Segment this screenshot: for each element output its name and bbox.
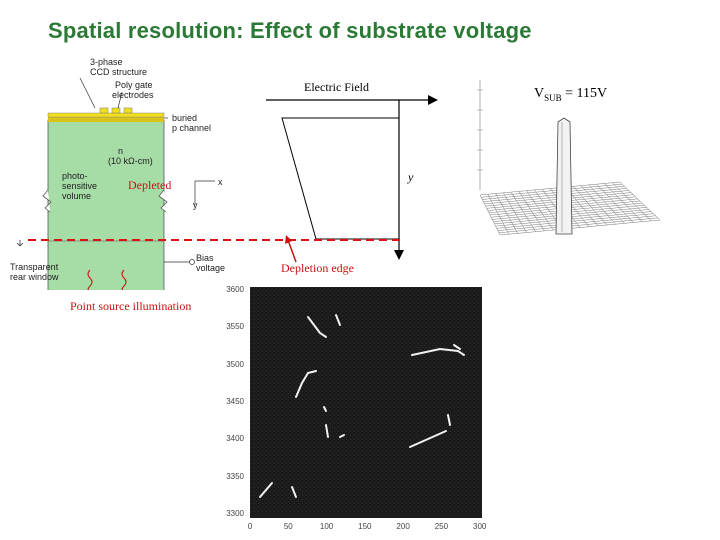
cosmic-ray-tracks bbox=[250, 287, 482, 518]
label-bias: Bias bbox=[196, 253, 214, 263]
label-sensitive: sensitive bbox=[62, 181, 98, 191]
label-volume: volume bbox=[62, 191, 92, 201]
label-x-axis: x bbox=[218, 177, 223, 187]
psf-peak bbox=[556, 118, 572, 234]
mesh-line bbox=[597, 184, 634, 222]
psf-surface-plot bbox=[460, 70, 680, 290]
depletion-edge-label: Depletion edge bbox=[281, 261, 354, 275]
vsub-prefix: V bbox=[534, 86, 545, 101]
image-x-tick-label: 300 bbox=[472, 522, 487, 531]
point-source-label: Point source illumination bbox=[70, 299, 192, 313]
label-transparent: Transparent bbox=[10, 262, 59, 272]
gate-layer bbox=[48, 113, 164, 117]
image-x-tick-label: 150 bbox=[358, 522, 372, 531]
mesh-line bbox=[581, 186, 615, 225]
image-x-tick-label: 0 bbox=[247, 522, 253, 531]
bias-terminal bbox=[190, 260, 195, 265]
image-x-tick-label: 100 bbox=[319, 522, 334, 531]
vsub-subscript: SUB bbox=[544, 92, 562, 103]
label-p-channel: p channel bbox=[172, 123, 212, 133]
y-label: y bbox=[408, 170, 414, 184]
mesh-line bbox=[612, 183, 651, 221]
label-rear-window: rear window bbox=[10, 272, 59, 282]
image-y-tick-label: 3550 bbox=[226, 322, 244, 332]
slide-title: Spatial resolution: Effect of substrate voltage bbox=[48, 18, 532, 43]
image-x-tick-label: 250 bbox=[434, 522, 449, 531]
photosensitive-volume bbox=[48, 120, 164, 290]
electric-field-label: Electric Field bbox=[304, 80, 369, 94]
image-background-noise bbox=[250, 287, 482, 518]
label-photo: photo- bbox=[62, 171, 88, 181]
field-y-arrowhead bbox=[394, 250, 404, 260]
image-y-tick-label: 3450 bbox=[226, 397, 244, 406]
image-x-axis bbox=[247, 520, 487, 534]
mesh-line bbox=[573, 186, 606, 225]
label-n: n bbox=[118, 146, 124, 156]
label-voltage: voltage bbox=[196, 263, 226, 273]
depleted-label: Depleted bbox=[128, 178, 172, 192]
label-resistivity: (10 kΩ-cm) bbox=[108, 156, 153, 166]
image-y-tick-label: 3600 bbox=[226, 285, 244, 294]
label-buried: buried bbox=[172, 113, 198, 123]
ccd-cosmic-ray-image bbox=[250, 287, 482, 518]
image-y-tick-label: 3300 bbox=[226, 509, 244, 518]
image-y-axis bbox=[218, 287, 248, 518]
electrode-1 bbox=[100, 108, 108, 113]
label-y-axis: y bbox=[193, 200, 198, 210]
label-ccd-structure: CCD structure bbox=[90, 67, 148, 77]
depletion-edge-arrow bbox=[282, 234, 302, 264]
mesh-line bbox=[589, 185, 625, 223]
electrode-2 bbox=[112, 108, 120, 113]
vsub-value: = 115V bbox=[561, 86, 608, 101]
field-profile bbox=[282, 118, 399, 239]
depletion-boundary-line bbox=[0, 234, 470, 246]
label-3phase: 3-phase bbox=[90, 57, 123, 67]
mesh-line bbox=[620, 182, 660, 220]
electrode-3 bbox=[124, 108, 132, 113]
image-y-tick-label: 3350 bbox=[226, 471, 244, 481]
depletion-arrow-shaft bbox=[288, 240, 296, 262]
image-y-tick-label: 3500 bbox=[226, 359, 244, 369]
mesh-line bbox=[604, 183, 642, 221]
label-electrodes: electrodes bbox=[112, 90, 154, 100]
field-x-arrowhead bbox=[428, 95, 438, 105]
label-poly-gate: Poly gate bbox=[115, 80, 153, 90]
image-x-tick-label: 200 bbox=[396, 522, 410, 531]
image-x-tick-label: 50 bbox=[283, 522, 293, 531]
leader-ccd bbox=[80, 78, 95, 108]
image-y-tick-label: 3400 bbox=[226, 434, 244, 444]
